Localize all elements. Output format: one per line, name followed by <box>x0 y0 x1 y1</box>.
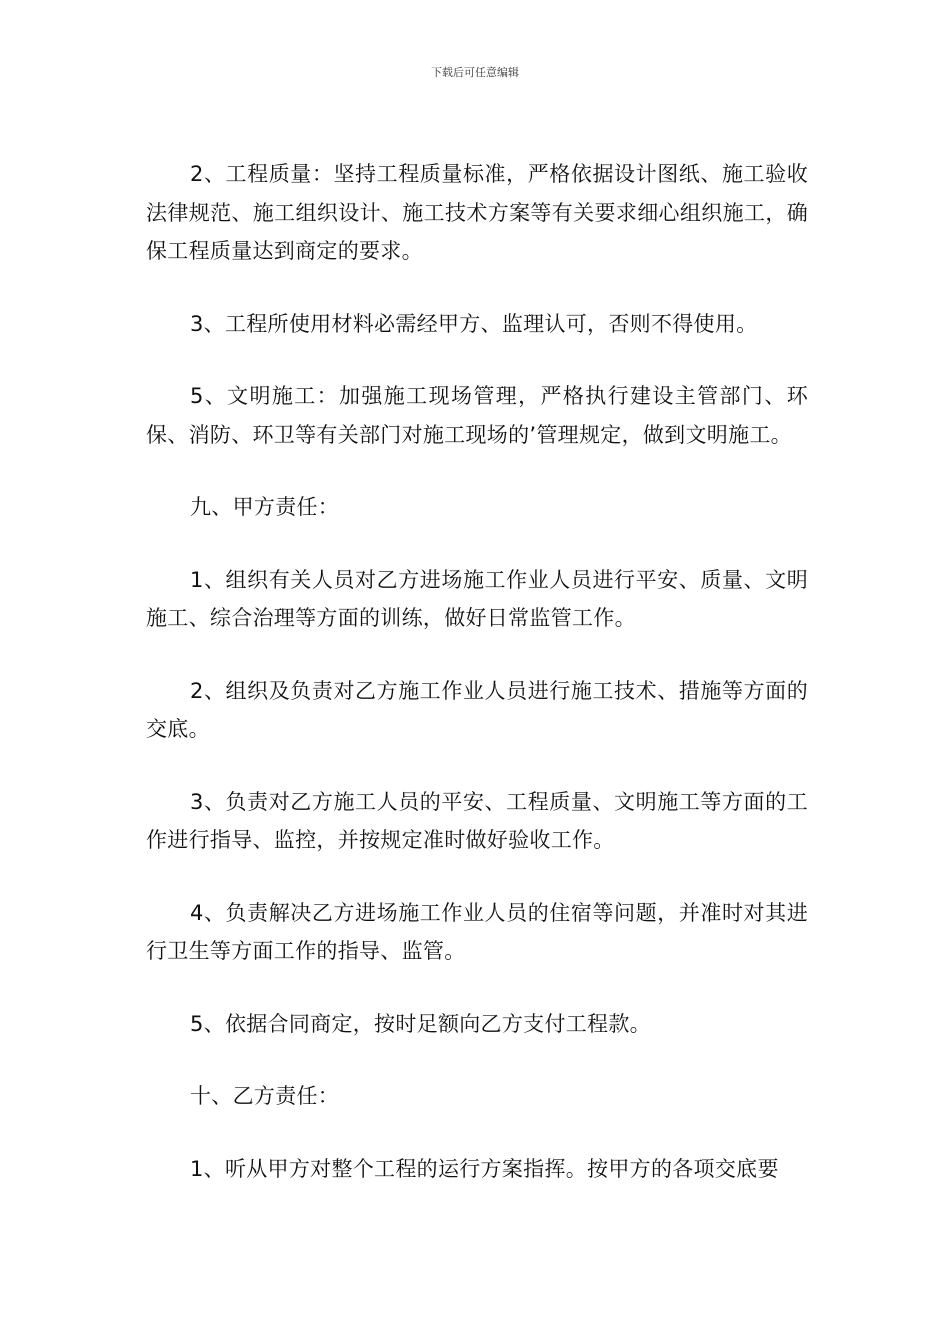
paragraph-party-a-4: 4、负责解决乙方进场施工作业人员的住宿等问题，并准时对其进行卫生等方面工作的指导、监管。 <box>146 900 808 963</box>
paragraph-civilized-construction: 5、文明施工：加强施工现场管理，严格执行建设主管部门、环保、消防、环卫等有关部门对施工现场的’管理规定，做到文明施工。 <box>146 384 808 447</box>
paragraph-materials: 3、工程所使用材料必需经甲方、监理认可，否则不得使用。 <box>190 311 758 336</box>
page-header-note: 下载后可任意编辑 <box>431 66 519 79</box>
section-heading-party-b: 十、乙方责任： <box>190 1084 340 1108</box>
paragraph-party-a-1: 1、组织有关人员对乙方进场施工作业人员进行平安、质量、文明施工、综合治理等方面的训练，做好日常监管工作。 <box>146 567 808 630</box>
paragraph-party-a-2: 2、组织及负责对乙方施工作业人员进行施工技术、措施等方面的交底。 <box>146 678 808 741</box>
paragraph-party-b-1: 1、听从甲方对整个工程的运行方案指挥。按甲方的各项交底要 <box>190 1156 779 1181</box>
section-heading-party-a: 九、甲方责任： <box>190 495 340 519</box>
paragraph-party-a-5: 5、依据合同商定，按时足额向乙方支付工程款。 <box>190 1011 651 1036</box>
paragraph-quality: 2、工程质量：坚持工程质量标准，严格依据设计图纸、施工验收法律规范、施工组织设计、施工技术方案等有关要求细心组织施工，确保工程质量达到商定的要求。 <box>146 162 808 263</box>
document-body <box>146 155 808 1222</box>
paragraph-party-a-3: 3、负责对乙方施工人员的平安、工程质量、文明施工等方面的工作进行指导、监控，并按规定准时做好验收工作。 <box>146 789 808 852</box>
